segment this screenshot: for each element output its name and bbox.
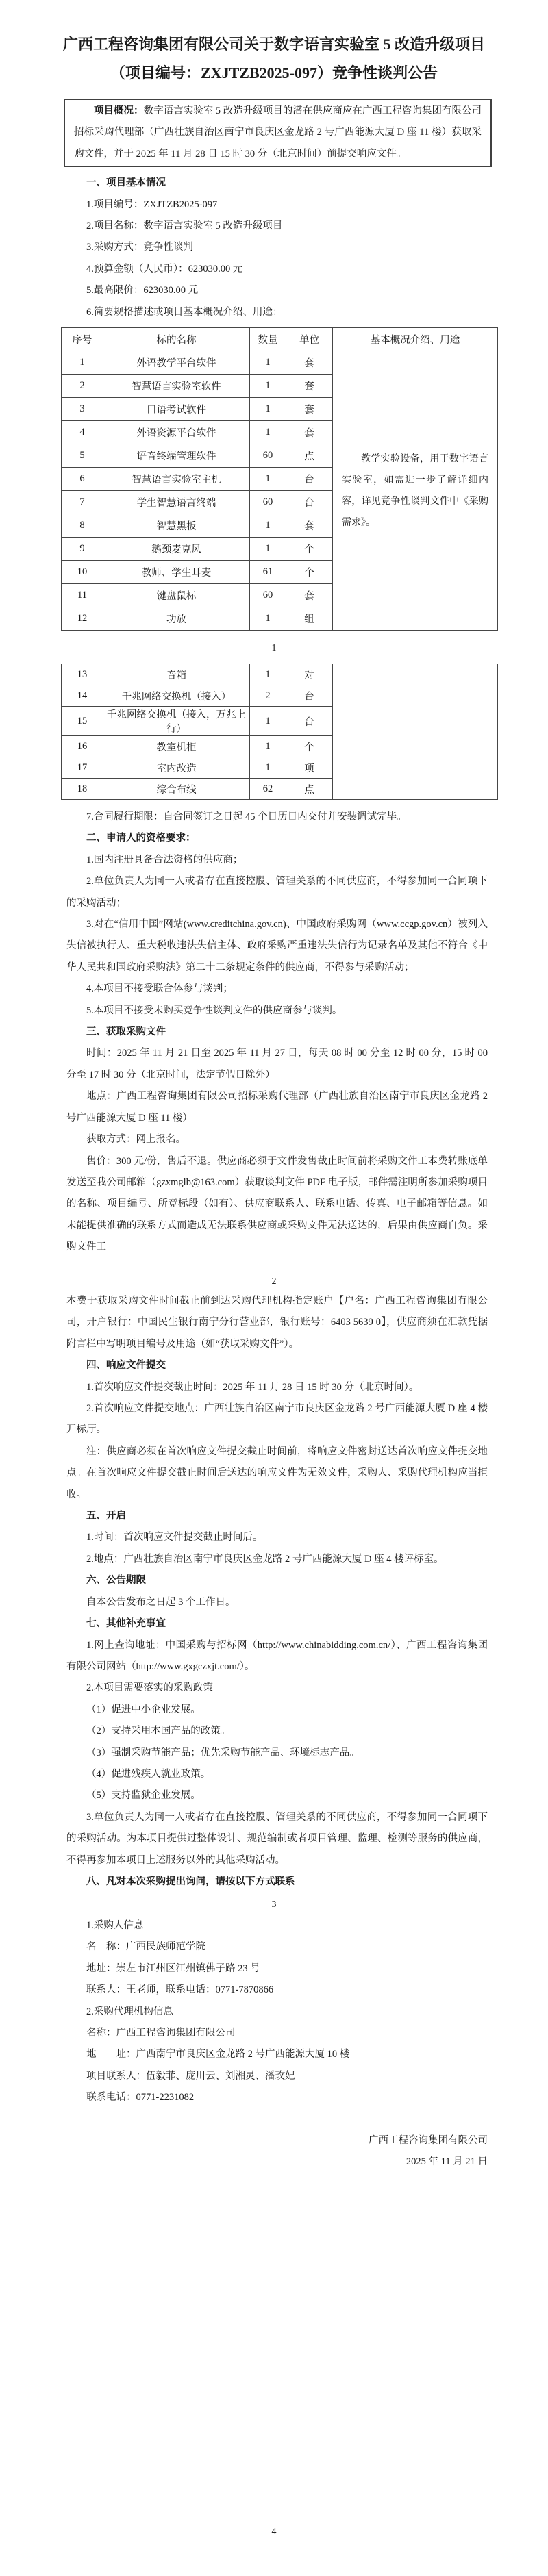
page-2 <box>0 657 548 1291</box>
cell-seq: 3 <box>62 398 103 421</box>
table-row <box>62 757 333 779</box>
table-row <box>62 468 333 491</box>
table-row <box>62 398 333 421</box>
cell-unit: 点 <box>286 444 333 468</box>
items-table-header-row <box>62 328 333 351</box>
section-7-heading: 七、其他补充事宜 <box>86 1618 166 1630</box>
section-1-heading: 一、项目基本情况 <box>86 177 166 189</box>
project-overview-paragraph <box>74 101 482 165</box>
cell-name: 鹅颈麦克风 <box>103 538 250 561</box>
opening-time: 1.时间：首次响应文件提交截止时间后。 <box>86 1532 263 1543</box>
cell-qty: 61 <box>250 561 286 584</box>
announcement-period-text: 自本公告发布之日起 3 个工作日。 <box>86 1596 236 1608</box>
cell-seq: 9 <box>62 538 103 561</box>
cell-name: 室内改造 <box>103 757 250 779</box>
page-number-4: 4 <box>271 2527 277 2537</box>
cell-seq: 7 <box>62 491 103 514</box>
cell-name: 智慧语言实验室软件 <box>103 375 250 398</box>
cell-seq: 13 <box>62 664 103 685</box>
qualification-item: 4.本项目不接受联合体参与谈判； <box>86 983 233 995</box>
acquisition-time: 时间：2025 年 11 月 21 日至 2025 年 11 月 27 日，每天 08 时 00 分至 12 时 00 分，15 时 00 分至 17 时 30 分（北京时间，法定节假日除外） <box>66 1048 488 1081</box>
cell-seq: 5 <box>62 444 103 468</box>
items-table-page2 <box>61 664 498 800</box>
acquisition-price-part2: 本费于获取采购文件时间截止前到达采购代理机构指定账户【户名：广西工程咨询集团有限公司，开户银行：中国民生银行南宁分行营业部，银行账号：6403 5639 0】，供应商须在汇款凭据附言栏中写明项目编号及用途（如“获取采购文件”）。 <box>66 1296 488 1350</box>
page-4-content <box>0 1914 548 2173</box>
cell-qty: 1 <box>250 757 286 779</box>
description-column-page2 <box>333 664 498 800</box>
other-matters-item: （1）促进中小企业发展。 <box>86 1704 201 1715</box>
agency-info-line: 名称：广西工程咨询集团有限公司 <box>86 2028 236 2039</box>
other-matters-item: （3）强制采购节能产品；优先采购节能产品、环境标志产品。 <box>86 1747 360 1758</box>
title-line-2: （项目编号：ZXJTZB2025-097）竞争性谈判公告 <box>110 64 438 81</box>
cell-name: 智慧语言实验室主机 <box>103 468 250 491</box>
cell-qty: 60 <box>250 584 286 607</box>
cell-qty: 1 <box>250 538 286 561</box>
basic-info-list <box>66 194 488 323</box>
project-overview-text: 数字语言实验室 5 改造升级项目的潜在供应商应在广西工程咨询集团有限公司招标采购代理部（广西壮族自治区南宁市良庆区金龙路 2 号广西能源大厦 D 座 11 楼）获取采购文件，并于 2025 年 11 月 28 日 15 时 30 分（北京时间）前提交响应文件。 <box>74 105 482 160</box>
cell-seq: 10 <box>62 561 103 584</box>
cell-qty: 1 <box>250 607 286 631</box>
cell-qty: 1 <box>250 375 286 398</box>
col-header-seq: 序号 <box>62 328 103 351</box>
cell-seq: 4 <box>62 421 103 444</box>
basic-info-item: 3.采购方式：竞争性谈判 <box>86 242 193 253</box>
table-row <box>62 351 333 375</box>
buyer-info-line: 名 称：广西民族师范学院 <box>86 1941 206 1953</box>
table-row <box>62 375 333 398</box>
page-3 <box>0 1291 548 1914</box>
basic-info-item: 1.项目编号：ZXJTZB2025-097 <box>86 199 218 210</box>
agency-info-line: 地 址：广西南宁市良庆区金龙路 2 号广西能源大厦 10 楼 <box>86 2049 350 2060</box>
col-header-qty: 数量 <box>250 328 286 351</box>
description-cell-empty <box>333 664 497 799</box>
buyer-info-line: 联系人：王老师，联系电话：0771-7870866 <box>86 1984 274 1996</box>
table-row <box>62 514 333 538</box>
agency-info-line: 联系电话：0771-2231082 <box>86 2092 195 2104</box>
other-matters-item: 2.本项目需要落实的采购政策 <box>86 1682 213 1694</box>
buyer-info-line: 1.采购人信息 <box>86 1920 144 1931</box>
cell-name: 口语考试软件 <box>103 398 250 421</box>
cell-qty: 1 <box>250 736 286 757</box>
acquisition-place: 地点：广西工程咨询集团有限公司招标采购代理部（广西壮族自治区南宁市良庆区金龙路 2 号广西能源大厦 D 座 11 楼） <box>66 1091 488 1124</box>
col-header-description: 基本概况介绍、用途 <box>333 328 497 351</box>
qualification-list <box>66 850 488 1022</box>
page-number-2: 2 <box>271 1276 277 1287</box>
other-matters-item: 1.网上查询地址：中国采购与招标网（http://www.chinabidding.com.cn/）、广西工程咨询集团有限公司网站（http://www.gxgczxjt.com/）。 <box>66 1639 488 1672</box>
table-row <box>62 491 333 514</box>
cell-name: 语音终端管理软件 <box>103 444 250 468</box>
cell-seq: 2 <box>62 375 103 398</box>
description-note: 教学实验设备，用于数字语言实验室，如需进一步了解详细内容，详见竞争性谈判文件中《采购需求》。 <box>342 453 488 528</box>
cell-seq: 15 <box>62 707 103 736</box>
cell-unit: 台 <box>286 491 333 514</box>
page-4 <box>0 1914 548 2576</box>
cell-qty: 1 <box>250 664 286 685</box>
cell-seq: 1 <box>62 351 103 375</box>
cell-qty: 1 <box>250 398 286 421</box>
cell-name: 教室机柜 <box>103 736 250 757</box>
cell-unit: 个 <box>286 736 333 757</box>
qualification-item: 5.本项目不接受未购买竞争性谈判文件的供应商参与谈判。 <box>86 1005 342 1016</box>
cell-name: 千兆网络交换机（接入，万兆上行） <box>103 707 250 736</box>
section-8-heading: 八、凡对本次采购提出询问，请按以下方式联系 <box>86 1876 295 1887</box>
cell-unit: 套 <box>286 375 333 398</box>
cell-qty: 62 <box>250 779 286 800</box>
acquisition-method: 获取方式：网上报名。 <box>86 1134 186 1146</box>
table-row <box>62 736 333 757</box>
cell-unit: 台 <box>286 707 333 736</box>
section-2-heading: 二、申请人的资格要求： <box>86 833 196 844</box>
page-number-1: 1 <box>271 643 277 653</box>
cell-name: 外语资源平台软件 <box>103 421 250 444</box>
section-3-heading: 三、获取采购文件 <box>86 1026 166 1038</box>
cell-qty: 1 <box>250 707 286 736</box>
cell-name: 外语教学平台软件 <box>103 351 250 375</box>
cell-seq: 8 <box>62 514 103 538</box>
other-matters-item: （5）支持监狱企业发展。 <box>86 1790 201 1802</box>
cell-name: 智慧黑板 <box>103 514 250 538</box>
cell-unit: 台 <box>286 685 333 707</box>
cell-unit: 套 <box>286 514 333 538</box>
cell-name: 键盘鼠标 <box>103 584 250 607</box>
cell-unit: 个 <box>286 538 333 561</box>
cell-unit: 项 <box>286 757 333 779</box>
cell-qty: 1 <box>250 421 286 444</box>
cell-name: 功放 <box>103 607 250 631</box>
cell-qty: 1 <box>250 468 286 491</box>
signature-date: 2025 年 11 月 21 日 <box>406 2156 488 2168</box>
page-number-3: 3 <box>271 1899 277 1910</box>
other-matters-item: 3.单位负责人为同一人或者存在直接控股、管理关系的不同供应商，不得参加同一合同项下的采购活动。为本项目提供过整体设计、规范编制或者项目管理、监理、检测等服务的供应商，不得再参加本项目上述服务以外的其他采购活动。 <box>66 1811 488 1866</box>
submission-deadline: 1.首次响应文件提交截止时间：2025 年 11 月 28 日 15 时 30 分（北京时间）。 <box>86 1381 419 1393</box>
qualification-item: 2.单位负责人为同一人或者存在直接控股、管理关系的不同供应商，不得参加同一合同项下的采购活动； <box>66 876 488 909</box>
cell-seq: 16 <box>62 736 103 757</box>
buyer-info-block <box>66 1915 488 2002</box>
agency-info-line: 项目联系人：伍毅菲、庞川云、刘湘灵、潘玫妃 <box>86 2070 295 2082</box>
cell-seq: 11 <box>62 584 103 607</box>
description-column-page1 <box>333 327 498 631</box>
page-1 <box>0 0 548 657</box>
cell-name: 教师、学生耳麦 <box>103 561 250 584</box>
col-header-name: 标的名称 <box>103 328 250 351</box>
cell-qty: 1 <box>250 514 286 538</box>
basic-info-item: 6.简要规格描述或项目基本概况介绍、用途： <box>86 306 283 318</box>
section-6-heading: 六、公告期限 <box>86 1575 146 1587</box>
agency-info-block <box>66 2002 488 2109</box>
qualification-item: 1.国内注册具备合法资格的供应商； <box>86 854 243 866</box>
project-overview-box <box>64 99 492 167</box>
table-row <box>62 444 333 468</box>
cell-unit: 台 <box>286 468 333 491</box>
cell-seq: 14 <box>62 685 103 707</box>
other-matters-item: （4）促进残疾人就业政策。 <box>86 1768 211 1780</box>
cell-name: 千兆网络交换机（接入） <box>103 685 250 707</box>
other-matters-list <box>66 1635 488 1871</box>
cell-seq: 12 <box>62 607 103 631</box>
project-overview-label: 项目概况： <box>94 105 144 116</box>
cell-unit: 个 <box>286 561 333 584</box>
cell-qty: 60 <box>250 444 286 468</box>
contract-term: 7.合同履行期限：自合同签订之日起 45 个日历日内交付并安装调试完毕。 <box>86 811 407 822</box>
col-header-unit: 单位 <box>286 328 333 351</box>
cell-unit: 组 <box>286 607 333 631</box>
cell-unit: 对 <box>286 664 333 685</box>
cell-unit: 点 <box>286 779 333 800</box>
submission-note: 注：供应商必须在首次响应文件提交截止时间前，将响应文件密封送达首次响应文件提交地点。在首次响应文件提交截止时间后送达的响应文件为无效文件，采购人、采购代理机构应当拒收。 <box>66 1445 488 1500</box>
cell-name: 综合布线 <box>103 779 250 800</box>
cell-qty: 2 <box>250 685 286 707</box>
table-row <box>62 779 333 800</box>
basic-info-item: 2.项目名称：数字语言实验室 5 改造升级项目 <box>86 220 283 232</box>
acquisition-price-part1: 售价：300 元/份，售后不退。供应商必须于文件发售截止时间前将采购文件工本费转账底单发送至我公司邮箱（gzxmglb@163.com）获取谈判文件 PDF 电子版，邮件需注明所参加采购项目的名称、项目编号、所竞标段（如有）、供应商联系人、联系电话、传真、电子邮箱等信息。如未能提供准确的联系方式而造成无法联系供应商或采购文件无法送达的，后果由供应商自负。采购文件工 <box>66 1155 488 1253</box>
table-row <box>62 707 333 736</box>
items-table-left-page2 <box>61 664 333 800</box>
table-row <box>62 607 333 631</box>
table-row <box>62 685 333 707</box>
items-table-left-page1 <box>61 327 333 631</box>
table-row <box>62 561 333 584</box>
description-cell <box>333 351 497 630</box>
page-2-content <box>0 664 548 1259</box>
submission-place: 2.首次响应文件提交地点：广西壮族自治区南宁市良庆区金龙路 2 号广西能源大厦 D 座 4 楼开标厅。 <box>66 1403 488 1436</box>
opening-place: 2.地点：广西壮族自治区南宁市良庆区金龙路 2 号广西能源大厦 D 座 4 楼评标室。 <box>86 1553 444 1565</box>
cell-seq: 6 <box>62 468 103 491</box>
basic-info-item: 4.预算金额（人民币）：623030.00 元 <box>86 263 243 275</box>
cell-seq: 17 <box>62 757 103 779</box>
cell-name: 学生智慧语言终端 <box>103 491 250 514</box>
table-row <box>62 538 333 561</box>
table-row <box>62 421 333 444</box>
section-5-heading: 五、开启 <box>86 1511 126 1522</box>
page-3-content <box>0 1291 548 1893</box>
cell-unit: 套 <box>286 351 333 375</box>
cell-seq: 18 <box>62 779 103 800</box>
page-1-content <box>0 99 548 631</box>
items-table-page1 <box>61 327 498 631</box>
cell-name: 音箱 <box>103 664 250 685</box>
other-matters-item: （2）支持采用本国产品的政策。 <box>86 1726 231 1737</box>
section-4-heading: 四、响应文件提交 <box>86 1360 166 1372</box>
cell-unit: 套 <box>286 584 333 607</box>
cell-unit: 套 <box>286 421 333 444</box>
qualification-item: 3.对在“信用中国”网站(www.creditchina.gov.cn)、中国政府采购网（www.ccgp.gov.cn）被列入失信被执行人、重大税收违法失信主体、政府采购严重违法失信行为记录名单及其他不符合《中华人民共和国政府采购法》第二十二条规定条件的供应商，不得参与采购活动； <box>66 919 488 973</box>
basic-info-item: 5.最高限价：623030.00 元 <box>86 285 199 296</box>
document-title <box>0 0 548 88</box>
table-row <box>62 584 333 607</box>
signature-company: 广西工程咨询集团有限公司 <box>369 2134 488 2146</box>
table-row <box>62 664 333 685</box>
cell-qty: 60 <box>250 491 286 514</box>
buyer-info-line: 地址：崇左市江州区江州镇佛子路 23 号 <box>86 1962 260 1974</box>
title-line-1: 广西工程咨询集团有限公司关于数字语言实验室 5 改造升级项目 <box>62 36 485 53</box>
cell-unit: 套 <box>286 398 333 421</box>
agency-info-line: 2.采购代理机构信息 <box>86 2006 173 2017</box>
cell-qty: 1 <box>250 351 286 375</box>
